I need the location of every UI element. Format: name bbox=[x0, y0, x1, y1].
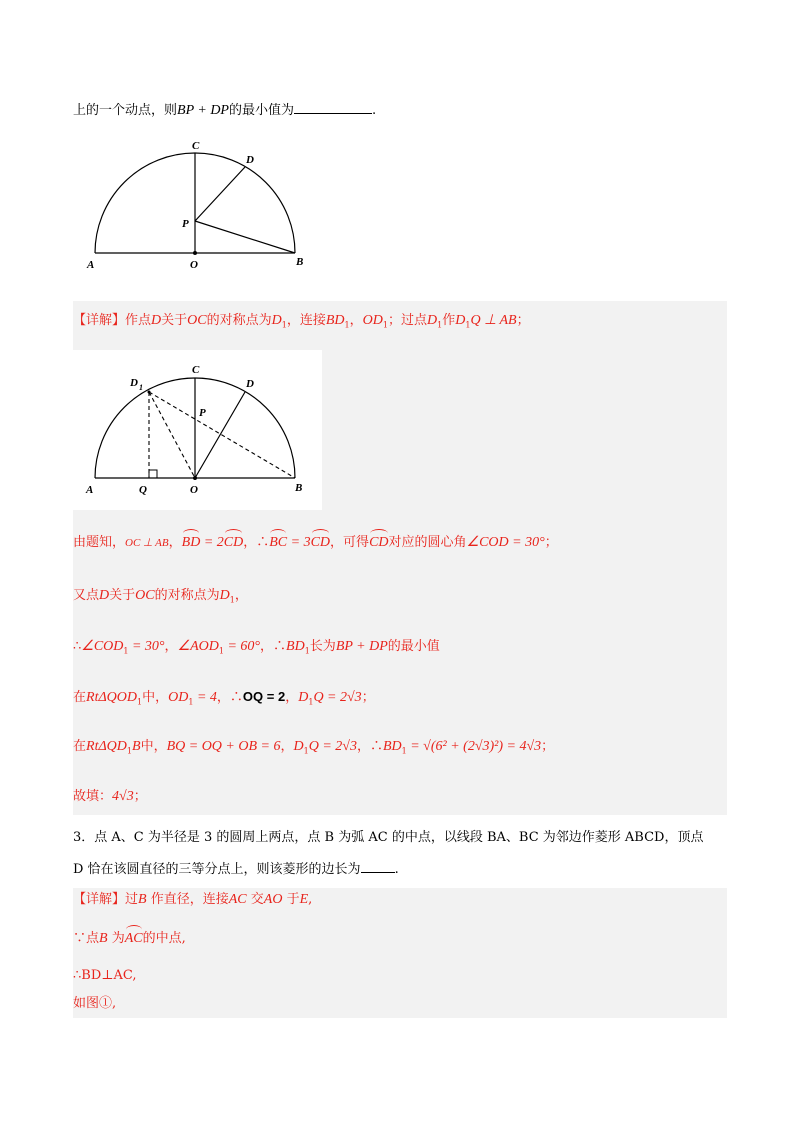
label-C: C bbox=[192, 364, 200, 376]
solution-line-7: 故填：4√3； bbox=[73, 789, 147, 804]
question-tail: 上的一个动点，则BP + DP的最小值为 . bbox=[73, 103, 377, 118]
solution-3-line-1: 【详解】过B 作直径，连接AC 交AO 于E, bbox=[73, 892, 313, 907]
label-D: D bbox=[246, 378, 254, 390]
label-B: B bbox=[296, 256, 304, 268]
question-3-line-2: D 恰在该圆直径的三等分点上，则该菱形的边长为 . bbox=[73, 862, 399, 877]
label-P: P bbox=[199, 407, 206, 419]
solution-3-line-4: 如图①, bbox=[73, 996, 117, 1011]
question-3-line-1: 3．点 A、C 为半径是 3 的圆周上两点，点 B 为弧 AC 的中点，以线段 BA、BC 为邻边作菱形 ABCD，顶点 bbox=[73, 830, 704, 845]
label-D: D bbox=[246, 154, 254, 166]
label-O: O bbox=[190, 259, 198, 271]
solution-3-line-3: ∴BD⊥AC, bbox=[73, 968, 137, 983]
label-C: C bbox=[192, 140, 200, 152]
figure-semicircle-1 bbox=[80, 135, 320, 275]
label-P: P bbox=[182, 218, 189, 230]
label-A: A bbox=[86, 484, 94, 496]
label-Q: Q bbox=[139, 484, 147, 496]
label-A: A bbox=[87, 259, 95, 271]
answer-blank-3 bbox=[361, 860, 395, 873]
label-D1: D bbox=[130, 377, 138, 389]
solution-line-6: 在RtΔQD$_1$B中，BQ = OQ + OB = 6，$D_1Q = 2√3$，$\therefore BD_1 = √(6^2 + (2√3)^2) = 4√3$； bbox=[73, 739, 555, 756]
answer-blank bbox=[294, 101, 372, 114]
figure-semicircle-2 bbox=[73, 350, 322, 510]
solution-line-4: $\therefore\angle COD_1 = 30^\circ$，$\angle AOD_1 = 60^\circ$，$\therefore BD_1$长为BP + DP的最小值 bbox=[73, 639, 440, 656]
solution-3-line-2: ∵点B 为AC的中点, bbox=[73, 929, 186, 949]
solution-line-5: 在RtΔQOD$_1$中，$OD_1 = 4$，∴OQ = 2，$D_1Q = 2√3$； bbox=[73, 689, 375, 707]
solution-line-3: 又点D关于OC的对称点为$D_1$， bbox=[73, 588, 248, 605]
solution-line-2: 由题知，OC ⊥ AB，BD = 2CD，∴BC = 3CD，可得CD对应的圆心角∠COD = 30°； bbox=[73, 533, 558, 553]
label-O: O bbox=[190, 484, 198, 496]
label-B: B bbox=[295, 482, 303, 494]
solution-line-1: 【详解】作点D关于OC的对称点为$D_1$，连接$BD_1$，$OD_1$；过点$D_1$作$D_1Q$ ⊥ AB； bbox=[73, 313, 530, 330]
label-D1-sub: 1 bbox=[139, 383, 143, 392]
